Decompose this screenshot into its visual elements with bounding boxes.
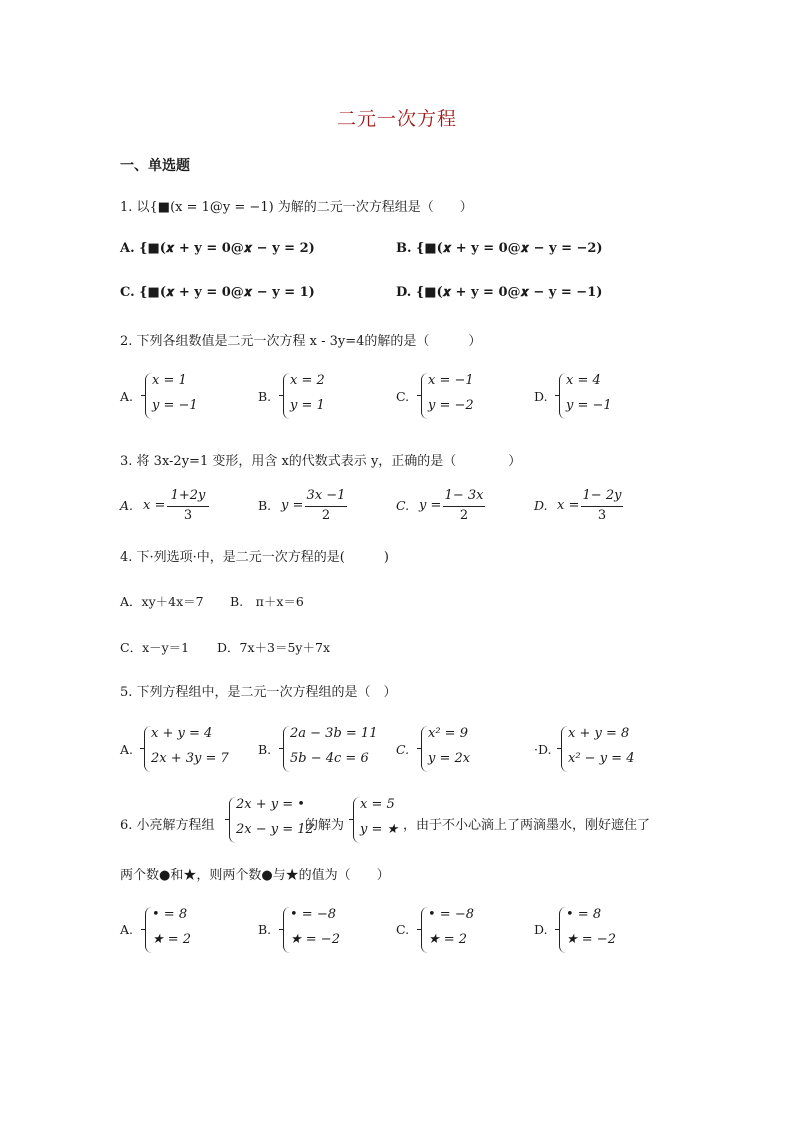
- option-label: C.: [396, 742, 410, 757]
- brace-icon: [283, 726, 290, 772]
- equation-row: 2x + y = •: [236, 797, 305, 812]
- question-1-option-b: B. {■(𝒙 + y = 𝟎@𝒙 − y = −𝟐): [396, 241, 603, 256]
- equation-row: x = 4: [566, 373, 601, 388]
- brace-icon: [229, 797, 236, 843]
- fraction-bar: [443, 506, 485, 507]
- equation-row: y = −2: [428, 398, 474, 413]
- option-label: C.: [396, 498, 410, 513]
- brace-icon: [559, 373, 566, 419]
- equation-row: • = 8: [152, 907, 188, 922]
- equation-row: ★ = 2: [152, 932, 192, 947]
- question-4-stem: 4. 下·列选项·中，是二元一次方程的是( ): [120, 550, 389, 565]
- equation-row: ★ = −2: [566, 932, 616, 947]
- equation-row: 2a − 3b = 11: [290, 726, 378, 741]
- equation-row: x = 2: [290, 373, 325, 388]
- equation-row: ★ = −2: [290, 932, 340, 947]
- equation-row: 2x + 3y = 7: [151, 751, 229, 766]
- question-4-option-c: C．x－y＝1: [120, 640, 190, 655]
- equation-row: y = −1: [152, 398, 198, 413]
- brace-icon: [559, 907, 566, 953]
- option-label: A.: [120, 922, 134, 937]
- question-1-option-c: C. {■(𝒙 + y = 𝟎@𝒙 − y = 𝟏): [120, 285, 315, 300]
- page-title: 二元一次方程: [336, 108, 457, 130]
- brace-icon: [283, 907, 290, 953]
- brace-icon: [421, 907, 428, 953]
- equation-row: x = 1: [152, 373, 187, 388]
- equation-row: x = 5: [360, 797, 395, 812]
- option-label: A.: [120, 498, 134, 513]
- fraction-denominator: 2: [459, 508, 469, 523]
- brace-icon: [421, 726, 428, 772]
- fraction-denominator: 3: [597, 508, 607, 523]
- option-label: D.: [534, 498, 548, 513]
- equation-row: x = −1: [428, 373, 474, 388]
- option-label: B.: [258, 389, 272, 404]
- equation-row: 2x − y = 12: [236, 822, 314, 837]
- equation-row: x + y = 8: [568, 726, 630, 741]
- question-2-stem: 2. 下列各组数值是二元一次方程 x - 3y=4的解的是（ ）: [120, 334, 482, 349]
- question-3-stem: 3. 将 3x-2y=1 变形，用含 x的代数式表示 y，正确的是（ ）: [120, 454, 522, 469]
- equation-row: 5b − 4c = 6: [290, 751, 369, 766]
- equation-row: y = −1: [566, 398, 612, 413]
- equation-row: x² − y = 4: [568, 751, 635, 766]
- brace-icon: [353, 797, 360, 843]
- fraction-denominator: 2: [321, 508, 331, 523]
- question-1-option-a: A. {■(𝒙 + y = 𝟎@𝒙 − y = 𝟐): [120, 241, 315, 256]
- question-1-stem: 1. 以{■(x = 1@y = −1) 为解的二元一次方程组是（ ）: [120, 200, 473, 215]
- option-label: ·D.: [534, 742, 552, 757]
- question-6-stem-mid: 的解为: [305, 818, 345, 833]
- brace-icon: [144, 726, 151, 772]
- fraction-numerator: 1− 3x: [444, 488, 484, 503]
- fraction-lhs: y =: [281, 498, 304, 513]
- brace-icon: [421, 373, 428, 419]
- option-label: D.: [534, 922, 548, 937]
- fraction-bar: [581, 506, 623, 507]
- fraction-numerator: 1− 2y: [582, 488, 622, 503]
- option-label: B.: [258, 742, 272, 757]
- fraction-lhs: y =: [419, 498, 442, 513]
- question-6-stem-pre: 6. 小亮解方程组: [120, 818, 215, 833]
- fraction-lhs: x =: [557, 498, 580, 513]
- option-label: A.: [120, 389, 134, 404]
- option-label: C.: [396, 922, 410, 937]
- fraction-numerator: 1+2y: [170, 488, 206, 503]
- fraction-denominator: 3: [183, 508, 193, 523]
- fraction-bar: [305, 506, 347, 507]
- equation-row: y = 1: [290, 398, 325, 413]
- section-heading: 一、单选题: [120, 158, 190, 174]
- fraction-numerator: 3x −1: [306, 488, 346, 503]
- equation-row: • = 8: [566, 907, 602, 922]
- equation-row: x + y = 4: [151, 726, 213, 741]
- equation-row: y = ★: [360, 822, 399, 837]
- equation-row: x² = 9: [428, 726, 468, 741]
- option-label: D.: [534, 389, 548, 404]
- question-4-option-d: D．7x＋3＝5y＋7x: [217, 640, 330, 655]
- question-1-option-d: D. {■(𝒙 + y = 𝟎@𝒙 − y = −𝟏): [396, 285, 603, 300]
- equation-row: y = 2x: [428, 751, 471, 766]
- brace-icon: [283, 373, 290, 419]
- fraction-bar: [167, 506, 209, 507]
- brace-icon: [145, 907, 152, 953]
- equation-row: • = −8: [290, 907, 336, 922]
- option-label: B.: [258, 922, 272, 937]
- brace-icon: [145, 373, 152, 419]
- equation-row: ★ = 2: [428, 932, 468, 947]
- brace-icon: [561, 726, 568, 772]
- fraction-lhs: x =: [143, 498, 166, 513]
- option-label: C.: [396, 389, 410, 404]
- question-6-stem-line2: 两个数●和★，则两个数●与★的值为（ ）: [120, 868, 390, 883]
- question-4-option-a: A．xy＋4x＝7: [120, 594, 204, 609]
- question-6-stem-post: ，由于不小心滴上了两滴墨水，刚好遮住了: [403, 818, 651, 833]
- question-5-stem: 5. 下列方程组中，是二元一次方程组的是（ ）: [120, 685, 397, 700]
- question-4-option-b: B. π＋x＝6: [230, 594, 304, 609]
- option-label: B.: [258, 498, 272, 513]
- option-label: A.: [120, 742, 134, 757]
- equation-row: • = −8: [428, 907, 474, 922]
